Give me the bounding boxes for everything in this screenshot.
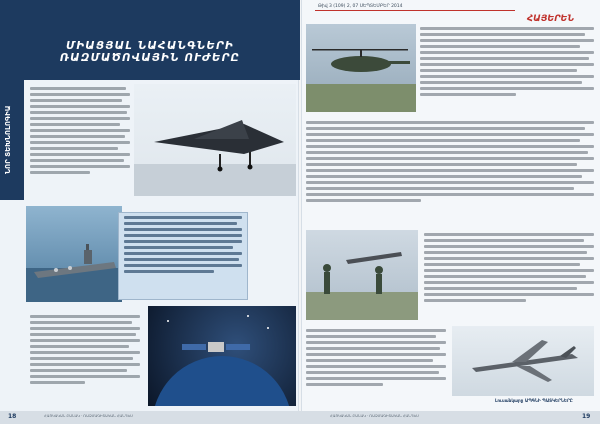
drone-launch-photo	[306, 230, 418, 320]
right-side-text	[424, 230, 594, 320]
stealth-drone-photo	[134, 84, 296, 196]
intro-text	[30, 84, 130, 196]
satellite-photo	[148, 306, 296, 406]
jet-drone-photo	[452, 326, 594, 396]
caption-box	[118, 212, 248, 300]
right-top-text	[420, 24, 594, 112]
header-rule	[315, 10, 515, 11]
right-middle-text	[306, 118, 594, 222]
section-label: ՀԱՅԵՐԵՆ	[527, 14, 575, 24]
issue-line: Թիվ 3 (109) 2, 07 ՍԵՊՏԵՄԲԵՐ 2014	[318, 4, 403, 9]
right-footer-text: ՀԱՅԿԱԿԱՆ ԲԱՆԱԿ · ՌԱԶՄԱԳԻՏԱԿԱՆ ՀԱՆԴԵՍ	[330, 414, 419, 418]
photo-credit: Լուսանկարը ԱՊԳՆԻ ՊԱՏԿԵՐՆԵՐԸ	[495, 398, 573, 403]
side-label: ՆՈՐ ՏԵԽՆՈԼՈԳԻԱ	[4, 105, 12, 175]
left-footer-text: ՀԱՅԿԱԿԱՆ ԲԱՆԱԿ · ՌԱԶՄԱԳԻՏԱԿԱՆ ՀԱՆԴԵՍ	[44, 414, 133, 418]
right-page-number: 19	[582, 413, 591, 420]
helicopter-photo	[306, 24, 416, 112]
article-title: ՄԻԱՑՅԱԼ ՆԱՀԱՆԳՆԵՐԻ ՌԱԶՄԱԾՈՎԱՅԻՆ ՈՒԺԵՐԸ	[59, 40, 241, 64]
left-page-number: 18	[8, 413, 17, 420]
left-bottom-text	[30, 312, 140, 406]
right-bottom-text	[306, 326, 446, 406]
aircraft-carrier-photo	[26, 206, 122, 302]
